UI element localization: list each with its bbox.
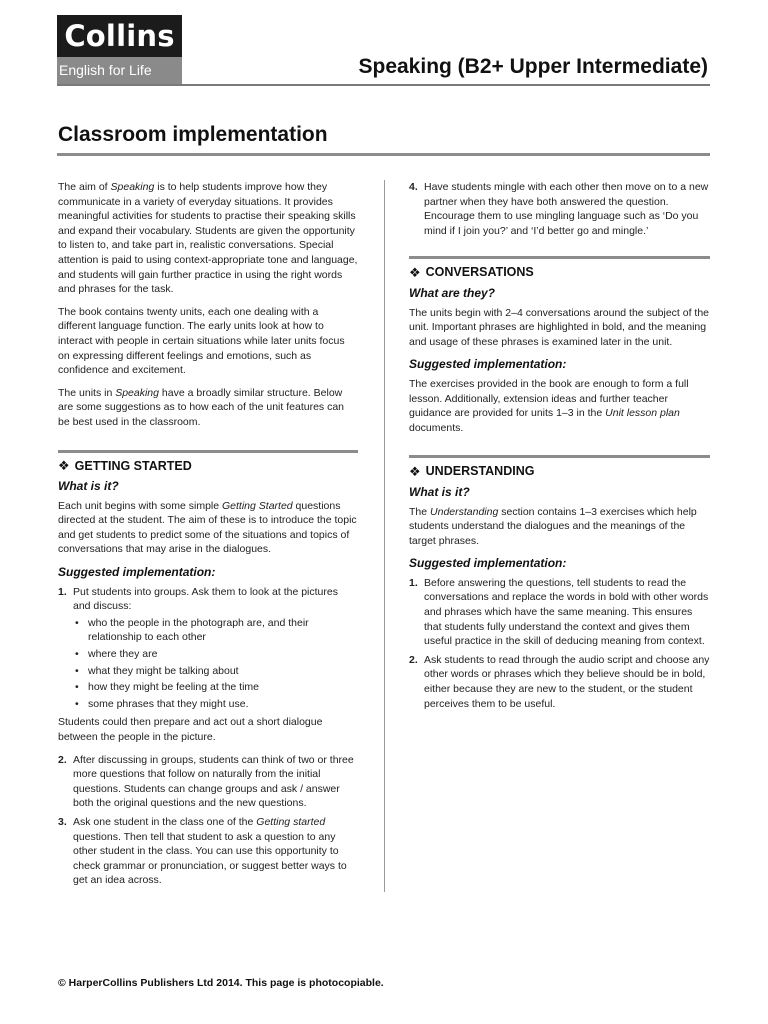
- subheading-suggested-implementation: Suggested implementation:: [409, 556, 567, 571]
- column-divider: [384, 180, 385, 892]
- getting-started-description: Each unit begins with some simple Getting Started questions directed at the student. The aim of these is to introduce the topic and get students to predict some of the situations and topics of conversations that may arise in the dialogues.: [58, 499, 357, 556]
- section-rule: [58, 450, 358, 453]
- subheading-what-is-it: What is it?: [409, 484, 470, 499]
- document-title: Speaking (B2+ Upper Intermediate): [358, 55, 708, 78]
- section-rule: [409, 455, 710, 458]
- list-item: 4. Have students mingle with each other then move on to a new partner when they have both answered the question. Encourage them to use mingling language such as ‘Do you mind if I join you?’ and ‘I’d better go and mingle.’: [409, 181, 709, 237]
- understanding-description: The Understanding section contains 1–3 exercises which help students understand the dialogues and the meanings of the target phrases.: [409, 505, 697, 547]
- left-column: [58, 180, 358, 896]
- four-petal-diamond-icon: ❖: [409, 265, 421, 281]
- right-column: [409, 180, 710, 719]
- bullet-item: • how they might be feeling at the time: [73, 680, 358, 695]
- bullet-item: • some phrases that they might use.: [73, 697, 358, 712]
- section-title-conversations: ❖ CONVERSATIONS: [409, 265, 534, 281]
- section-title-understanding: ❖ UNDERSTANDING: [409, 464, 535, 480]
- subheading-suggested-implementation: Suggested implementation:: [58, 565, 216, 580]
- intro-paragraph-2: The book contains twenty units, each one dealing with a different language function. The early units look at how to interact with people in certain situations while later units focus on expressing different feelings and emotions, such as confidence and excitement.: [58, 305, 345, 377]
- list-item: 1. Put students into groups. Ask them to look at the pictures and discuss: • who the people in the photograph are, and their relationship to each other • where they are • what they might be talking about • how they might be feeling at the time • some phrases that they might use.: [58, 585, 358, 712]
- bullet-item: • what they might be talking about: [73, 664, 358, 679]
- bullet-list: [73, 616, 358, 712]
- list-item: 1. Before answering the questions, tell students to read the conversations and replace the words in bold with other words and phrases which have the same meaning. This ensures that students fully understand the context and gives them useful practice in the skill of deducing meaning from context.: [409, 576, 709, 648]
- header-rule: [57, 84, 710, 86]
- subheading-what-are-they: What are they?: [409, 285, 496, 300]
- collins-logo: [57, 15, 182, 84]
- bullet-item: • who the people in the photograph are, and their relationship to each other: [73, 616, 358, 645]
- steps-list: [409, 180, 710, 238]
- list-item: 3. Ask one student in the class one of the Getting started questions. Then tell that student to ask a question to any other student in the class. You can use this opportunity to check grammar or pronunciation, or suggest better ways to get an idea across.: [58, 815, 347, 887]
- page-heading: Classroom implementation: [58, 123, 328, 146]
- subheading-suggested-implementation: Suggested implementation:: [409, 357, 567, 372]
- steps-list: [58, 753, 358, 888]
- bullet-item: • where they are: [73, 647, 358, 662]
- four-petal-diamond-icon: ❖: [409, 464, 421, 480]
- intro-paragraph-1: The aim of Speaking is to help students improve how they communicate in a variety of everyday situations. It provides meaningful activities for students to practise their speaking skills and expand their vocabulary. Students are given the opportunity to listen to, and take part in, realistic conversations. Special attention is paid to using context-appropriate tone and language, and students will gain further practice in using the right words and phrases for the task.: [58, 181, 358, 296]
- getting-started-after-text: Students could then prepare and act out a short dialogue between the people in the picture.: [58, 716, 323, 743]
- four-petal-diamond-icon: ❖: [58, 458, 70, 474]
- copyright-footer: © HarperCollins Publishers Ltd 2014. This page is photocopiable.: [58, 977, 384, 989]
- steps-list: [409, 576, 710, 711]
- intro-paragraph-3: The units in Speaking have a broadly similar structure. Below are some suggestions as to how each of the unit features can be best used in the classroom.: [58, 386, 345, 428]
- conversations-description: The units begin with 2–4 conversations around the subject of the unit. Important phrases are highlighted in bold, and the meaning and usage of these phrases is examined later in the unit.: [409, 306, 710, 348]
- section-rule: [409, 256, 710, 259]
- logo-name: Collins: [57, 15, 182, 57]
- conversations-implementation: The exercises provided in the book are enough to form a full lesson. Additionally, extension ideas and further teacher guidance are provided for units 1–3 in the Unit lesson plan documents.: [409, 377, 689, 434]
- list-item: 2. After discussing in groups, students can think of two or three more questions that follow on naturally from the initial questions. Students can change groups and ask / answer both the original questions and the new questions.: [58, 753, 354, 810]
- steps-list: [58, 585, 358, 712]
- logo-tagline: English for Life: [57, 57, 182, 84]
- section-title-getting-started: ❖ GETTING STARTED: [58, 458, 192, 474]
- list-item: 2. Ask students to read through the audio script and choose any other words or phrases which they believe should be in bold, either because they are new to the student, or the student perceives them to be useful.: [409, 653, 710, 710]
- heading-rule: [57, 153, 710, 156]
- subheading-what-is-it: What is it?: [58, 479, 119, 494]
